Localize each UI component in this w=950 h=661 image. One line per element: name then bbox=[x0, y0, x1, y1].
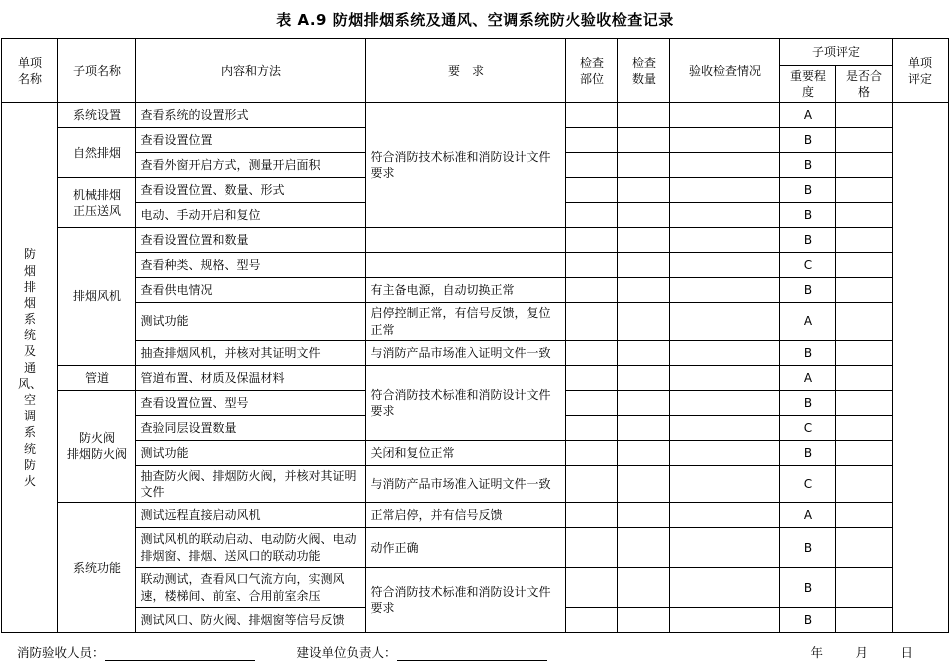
location-cell bbox=[566, 203, 618, 228]
location-cell bbox=[566, 103, 618, 128]
footer bbox=[17, 633, 933, 661]
acceptance-cell bbox=[670, 415, 780, 440]
construction-manager-signature-line[interactable] bbox=[397, 648, 547, 661]
method-cell: 抽查排烟风机，并核对其证明文件 bbox=[136, 340, 366, 365]
qualified-cell bbox=[836, 128, 892, 153]
date-field: 年 月 日 bbox=[810, 645, 923, 661]
header-single-item-assessment: 单项 评定 bbox=[892, 39, 948, 103]
table-header-row-1 bbox=[2, 39, 948, 66]
acceptance-cell bbox=[670, 278, 780, 303]
requirement-cell bbox=[366, 228, 566, 253]
method-cell: 查看外窗开启方式，测量开启面积 bbox=[136, 153, 366, 178]
importance-cell: B bbox=[780, 178, 836, 203]
quantity-cell bbox=[618, 228, 670, 253]
subitem-name-cell: 机械排烟 正压送风 bbox=[58, 178, 136, 228]
method-cell: 电动、手动开启和复位 bbox=[136, 203, 366, 228]
quantity-cell bbox=[618, 103, 670, 128]
importance-cell: A bbox=[780, 103, 836, 128]
acceptance-cell bbox=[670, 568, 780, 608]
method-cell: 查看供电情况 bbox=[136, 278, 366, 303]
importance-cell: C bbox=[780, 253, 836, 278]
header-inspection-location: 检查 部位 bbox=[566, 39, 618, 103]
table-row bbox=[2, 528, 948, 568]
table-row bbox=[2, 465, 948, 502]
importance-cell: C bbox=[780, 465, 836, 502]
acceptance-cell bbox=[670, 303, 780, 340]
importance-cell: B bbox=[780, 440, 836, 465]
requirement-cell: 与消防产品市场准入证明文件一致 bbox=[366, 465, 566, 502]
qualified-cell bbox=[836, 390, 892, 415]
quantity-cell bbox=[618, 608, 670, 633]
acceptance-cell bbox=[670, 128, 780, 153]
importance-cell: B bbox=[780, 390, 836, 415]
acceptance-cell bbox=[670, 528, 780, 568]
importance-cell: A bbox=[780, 503, 836, 528]
requirement-cell: 启停控制正常，有信号反馈，复位正常 bbox=[366, 303, 566, 340]
subitem-name-cell: 自然排烟 bbox=[58, 128, 136, 178]
acceptance-cell bbox=[670, 178, 780, 203]
acceptance-cell bbox=[670, 503, 780, 528]
quantity-cell bbox=[618, 390, 670, 415]
qualified-cell bbox=[836, 465, 892, 502]
location-cell bbox=[566, 465, 618, 502]
qualified-cell bbox=[836, 178, 892, 203]
table-row bbox=[2, 303, 948, 340]
requirement-cell: 符合消防技术标准和消防设计文件要求 bbox=[366, 103, 566, 228]
acceptance-cell bbox=[670, 390, 780, 415]
acceptance-cell bbox=[670, 103, 780, 128]
acceptance-cell bbox=[670, 365, 780, 390]
quantity-cell bbox=[618, 128, 670, 153]
subitem-name-cell: 排烟风机 bbox=[58, 228, 136, 365]
importance-cell: B bbox=[780, 203, 836, 228]
importance-cell: B bbox=[780, 340, 836, 365]
table-row bbox=[2, 103, 948, 128]
table-row bbox=[2, 568, 948, 608]
requirement-cell bbox=[366, 253, 566, 278]
table-row bbox=[2, 503, 948, 528]
qualified-cell bbox=[836, 278, 892, 303]
qualified-cell bbox=[836, 608, 892, 633]
header-method: 内容和方法 bbox=[136, 39, 366, 103]
location-cell bbox=[566, 415, 618, 440]
acceptance-cell bbox=[670, 340, 780, 365]
quantity-cell bbox=[618, 365, 670, 390]
header-is-qualified: 是否合格 bbox=[836, 66, 892, 103]
quantity-cell bbox=[618, 568, 670, 608]
location-cell bbox=[566, 568, 618, 608]
quantity-cell bbox=[618, 153, 670, 178]
quantity-cell bbox=[618, 203, 670, 228]
quantity-cell bbox=[618, 465, 670, 502]
location-cell bbox=[566, 303, 618, 340]
inspection-table bbox=[1, 38, 948, 633]
table-row bbox=[2, 365, 948, 390]
importance-cell: B bbox=[780, 528, 836, 568]
importance-cell: B bbox=[780, 278, 836, 303]
header-subitem-assessment: 子项评定 bbox=[780, 39, 892, 66]
qualified-cell bbox=[836, 203, 892, 228]
qualified-cell bbox=[836, 253, 892, 278]
method-cell: 测试远程直接启动风机 bbox=[136, 503, 366, 528]
acceptance-cell bbox=[670, 253, 780, 278]
qualified-cell bbox=[836, 503, 892, 528]
qualified-cell bbox=[836, 365, 892, 390]
qualified-cell bbox=[836, 415, 892, 440]
location-cell bbox=[566, 278, 618, 303]
requirement-cell: 有主备电源，自动切换正常 bbox=[366, 278, 566, 303]
location-cell bbox=[566, 440, 618, 465]
method-cell: 测试风机的联动启动、电动防火阀、电动排烟窗、排烟、送风口的联动功能 bbox=[136, 528, 366, 568]
acceptance-cell bbox=[670, 465, 780, 502]
method-cell: 联动测试，查看风口气流方向，实测风速，楼梯间、前室、合用前室余压 bbox=[136, 568, 366, 608]
header-subitem-name: 子项名称 bbox=[58, 39, 136, 103]
requirement-cell: 正常启停，并有信号反馈 bbox=[366, 503, 566, 528]
table-row bbox=[2, 253, 948, 278]
requirement-cell: 符合消防技术标准和消防设计文件要求 bbox=[366, 365, 566, 440]
quantity-cell bbox=[618, 278, 670, 303]
header-requirement: 要 求 bbox=[366, 39, 566, 103]
subitem-name-cell: 防火阀 排烟防火阀 bbox=[58, 390, 136, 502]
table-row bbox=[2, 228, 948, 253]
location-cell bbox=[566, 528, 618, 568]
location-cell bbox=[566, 503, 618, 528]
importance-cell: B bbox=[780, 228, 836, 253]
method-cell: 查看设置位置和数量 bbox=[136, 228, 366, 253]
location-cell bbox=[566, 178, 618, 203]
header-single-item-name: 单项 名称 bbox=[2, 39, 58, 103]
qualified-cell bbox=[836, 528, 892, 568]
qualified-cell bbox=[836, 228, 892, 253]
qualified-cell bbox=[836, 153, 892, 178]
inspector-signature-line[interactable] bbox=[105, 648, 255, 661]
main-category-cell bbox=[2, 103, 58, 633]
requirement-cell: 与消防产品市场准入证明文件一致 bbox=[366, 340, 566, 365]
header-acceptance-status: 验收检查情况 bbox=[670, 39, 780, 103]
method-cell: 查看系统的设置形式 bbox=[136, 103, 366, 128]
importance-cell: B bbox=[780, 128, 836, 153]
importance-cell: B bbox=[780, 153, 836, 178]
requirement-cell: 符合消防技术标准和消防设计文件要求 bbox=[366, 568, 566, 633]
importance-cell: C bbox=[780, 415, 836, 440]
method-cell: 测试风口、防火阀、排烟窗等信号反馈 bbox=[136, 608, 366, 633]
quantity-cell bbox=[618, 528, 670, 568]
qualified-cell bbox=[836, 340, 892, 365]
acceptance-cell bbox=[670, 608, 780, 633]
location-cell bbox=[566, 340, 618, 365]
table-row bbox=[2, 440, 948, 465]
qualified-cell bbox=[836, 103, 892, 128]
subitem-name-cell: 系统功能 bbox=[58, 503, 136, 633]
method-cell: 测试功能 bbox=[136, 440, 366, 465]
method-cell: 测试功能 bbox=[136, 303, 366, 340]
quantity-cell bbox=[618, 303, 670, 340]
acceptance-cell bbox=[670, 153, 780, 178]
acceptance-cell bbox=[670, 203, 780, 228]
location-cell bbox=[566, 253, 618, 278]
quantity-cell bbox=[618, 340, 670, 365]
inspector-field bbox=[17, 643, 255, 661]
method-cell: 查看设置位置、数量、形式 bbox=[136, 178, 366, 203]
quantity-cell bbox=[618, 253, 670, 278]
method-cell: 管道布置、材质及保温材料 bbox=[136, 365, 366, 390]
method-cell: 查看种类、规格、型号 bbox=[136, 253, 366, 278]
construction-manager-field bbox=[297, 643, 547, 661]
header-inspection-quantity: 检查 数量 bbox=[618, 39, 670, 103]
method-cell: 查看设置位置 bbox=[136, 128, 366, 153]
single-assessment-cell bbox=[892, 103, 948, 633]
method-cell: 抽查防火阀、排烟防火阀，并核对其证明文件 bbox=[136, 465, 366, 502]
location-cell bbox=[566, 153, 618, 178]
location-cell bbox=[566, 390, 618, 415]
qualified-cell bbox=[836, 568, 892, 608]
table-row bbox=[2, 340, 948, 365]
location-cell bbox=[566, 228, 618, 253]
qualified-cell bbox=[836, 440, 892, 465]
table-row bbox=[2, 278, 948, 303]
importance-cell: B bbox=[780, 568, 836, 608]
requirement-cell: 动作正确 bbox=[366, 528, 566, 568]
importance-cell: A bbox=[780, 303, 836, 340]
quantity-cell bbox=[618, 503, 670, 528]
qualified-cell bbox=[836, 303, 892, 340]
importance-cell: B bbox=[780, 608, 836, 633]
construction-manager-label: 建设单位负责人： bbox=[296, 645, 397, 661]
inspector-label: 消防验收人员： bbox=[17, 645, 105, 661]
page-title: 表 A.9 防烟排烟系统及通风、空调系统防火验收检查记录 bbox=[276, 11, 674, 29]
quantity-cell bbox=[618, 178, 670, 203]
location-cell bbox=[566, 365, 618, 390]
table-body bbox=[2, 103, 948, 633]
main-category-text: 防 烟 排 烟 系 统 及 通 风、 空 调 系 统 防 火 bbox=[17, 247, 42, 488]
method-cell: 查看设置位置、型号 bbox=[136, 390, 366, 415]
importance-cell: A bbox=[780, 365, 836, 390]
subitem-name-cell: 管道 bbox=[58, 365, 136, 390]
header-importance-level: 重要程度 bbox=[780, 66, 836, 103]
location-cell bbox=[566, 608, 618, 633]
quantity-cell bbox=[618, 415, 670, 440]
subitem-name-cell: 系统设置 bbox=[58, 103, 136, 128]
method-cell: 查验同层设置数量 bbox=[136, 415, 366, 440]
requirement-cell: 关闭和复位正常 bbox=[366, 440, 566, 465]
location-cell bbox=[566, 128, 618, 153]
acceptance-cell bbox=[670, 228, 780, 253]
acceptance-cell bbox=[670, 440, 780, 465]
quantity-cell bbox=[618, 440, 670, 465]
